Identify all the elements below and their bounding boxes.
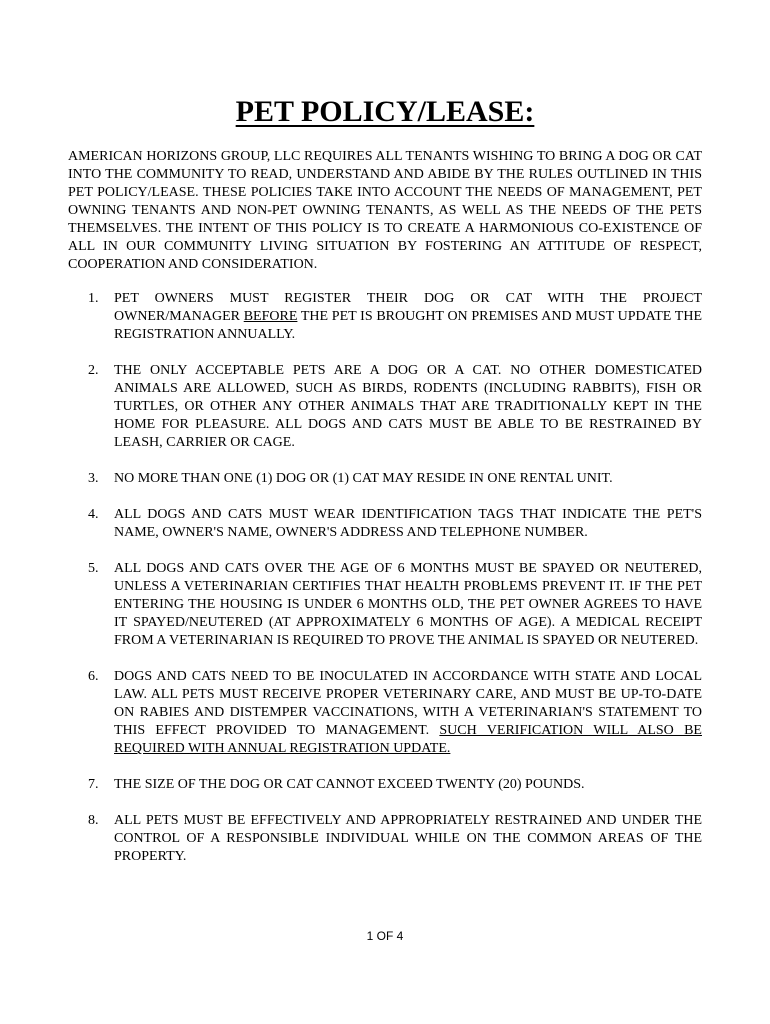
list-item: [68, 362, 702, 452]
rule-number: 6.: [88, 669, 99, 684]
rule-number: 2.: [88, 363, 99, 378]
intro-paragraph: AMERICAN HORIZONS GROUP, LLC REQUIRES ALL TENANTS WISHING TO BRING A DOG OR CAT INTO THE COMMUNITY TO READ, UNDERSTAND AND ABIDE BY THE RULES OUTLINED IN THIS PET POLICY/LEASE. THESE POLICIES TAKE INTO ACCOUNT THE NEEDS OF MANAGEMENT, PET OWNING TENANTS AND NON-PET OWNING TENANTS, AS WELL AS THE NEEDS OF THE PETS THEMSELVES. THE INTENT OF THIS POLICY IS TO CREATE A HARMONIOUS CO-EXISTENCE OF ALL IN OUR COMMUNITY LIVING SITUATION BY FOSTERING AN ATTITUDE OF RESPECT, COOPERATION AND CONSIDERATION.: [68, 149, 702, 272]
list-item: [68, 506, 702, 542]
list-item: [68, 776, 702, 794]
underlined-text: BEFORE: [243, 309, 298, 324]
rules-list: [68, 290, 702, 884]
rule-number: 5.: [88, 561, 99, 576]
rule-number: 1.: [88, 291, 99, 306]
page-number: 1 OF 4: [366, 929, 404, 943]
rule-text: ALL DOGS AND CATS MUST WEAR IDENTIFICATION TAGS THAT INDICATE THE PET'S NAME, OWNER'S NAME, OWNER'S ADDRESS AND TELEPHONE NUMBER.: [114, 507, 702, 540]
list-item: [68, 668, 702, 758]
list-item: [68, 812, 702, 866]
rule-number: 3.: [88, 471, 99, 486]
rule-number: 7.: [88, 777, 99, 792]
rule-number: 4.: [88, 507, 99, 522]
rule-text: PET OWNERS MUST REGISTER THEIR DOG OR CAT WITH THE PROJECT OWNER/MANAGER BEFORE THE PET IS BROUGHT ON PREMISES AND MUST UPDATE THE REGISTRATION ANNUALLY.: [114, 291, 702, 342]
list-item: [68, 470, 702, 488]
list-item: [68, 290, 702, 344]
rule-text: ALL DOGS AND CATS OVER THE AGE OF 6 MONTHS MUST BE SPAYED OR NEUTERED, UNLESS A VETERINARIAN CERTIFIES THAT HEALTH PROBLEMS PREVENT IT. IF THE PET ENTERING THE HOUSING IS UNDER 6 MONTHS OLD, THE PET OWNER AGREES TO HAVE IT SPAYED/NEUTERED (AT APPROXIMATELY 6 MONTHS OF AGE). A MEDICAL RECEIPT FROM A VETERINARIAN IS REQUIRED TO PROVE THE ANIMAL IS SPAYED OR NEUTERED.: [114, 561, 702, 648]
rule-number: 8.: [88, 813, 99, 828]
underlined-text: SUCH VERIFICATION WILL ALSO BE REQUIRED WITH ANNUAL REGISTRATION UPDATE.: [114, 723, 702, 756]
rule-text: THE SIZE OF THE DOG OR CAT CANNOT EXCEED TWENTY (20) POUNDS.: [114, 777, 585, 792]
rule-text: NO MORE THAN ONE (1) DOG OR (1) CAT MAY RESIDE IN ONE RENTAL UNIT.: [114, 471, 613, 486]
list-item: [68, 560, 702, 650]
rule-text: ALL PETS MUST BE EFFECTIVELY AND APPROPRIATELY RESTRAINED AND UNDER THE CONTROL OF A RESPONSIBLE INDIVIDUAL WHILE ON THE COMMON AREAS OF THE PROPERTY.: [114, 813, 702, 864]
rule-text: DOGS AND CATS NEED TO BE INOCULATED IN ACCORDANCE WITH STATE AND LOCAL LAW. ALL PETS MUST RECEIVE PROPER VETERINARY CARE, AND MUST BE UP-TO-DATE ON RABIES AND DISTEMPER VACCINATIONS, WITH A VETERINARIAN'S STATEMENT TO THIS EFFECT PROVIDED TO MANAGEMENT. SUCH VERIFICATION WILL ALSO BE REQUIRED WITH ANNUAL REGISTRATION UPDATE.: [114, 669, 702, 756]
rule-text: THE ONLY ACCEPTABLE PETS ARE A DOG OR A CAT. NO OTHER DOMESTICATED ANIMALS ARE ALLOWED, SUCH AS BIRDS, RODENTS (INCLUDING RABBITS), FISH OR TURTLES, OR OTHER ANY OTHER ANIMALS THAT ARE TRADITIONALLY KEPT IN THE HOME FOR PLEASURE. ALL DOGS AND CATS MUST BE ABLE TO BE RESTRAINED BY LEASH, CARRIER OR CAGE.: [114, 363, 702, 450]
page-title: PET POLICY/LEASE:: [235, 95, 535, 128]
